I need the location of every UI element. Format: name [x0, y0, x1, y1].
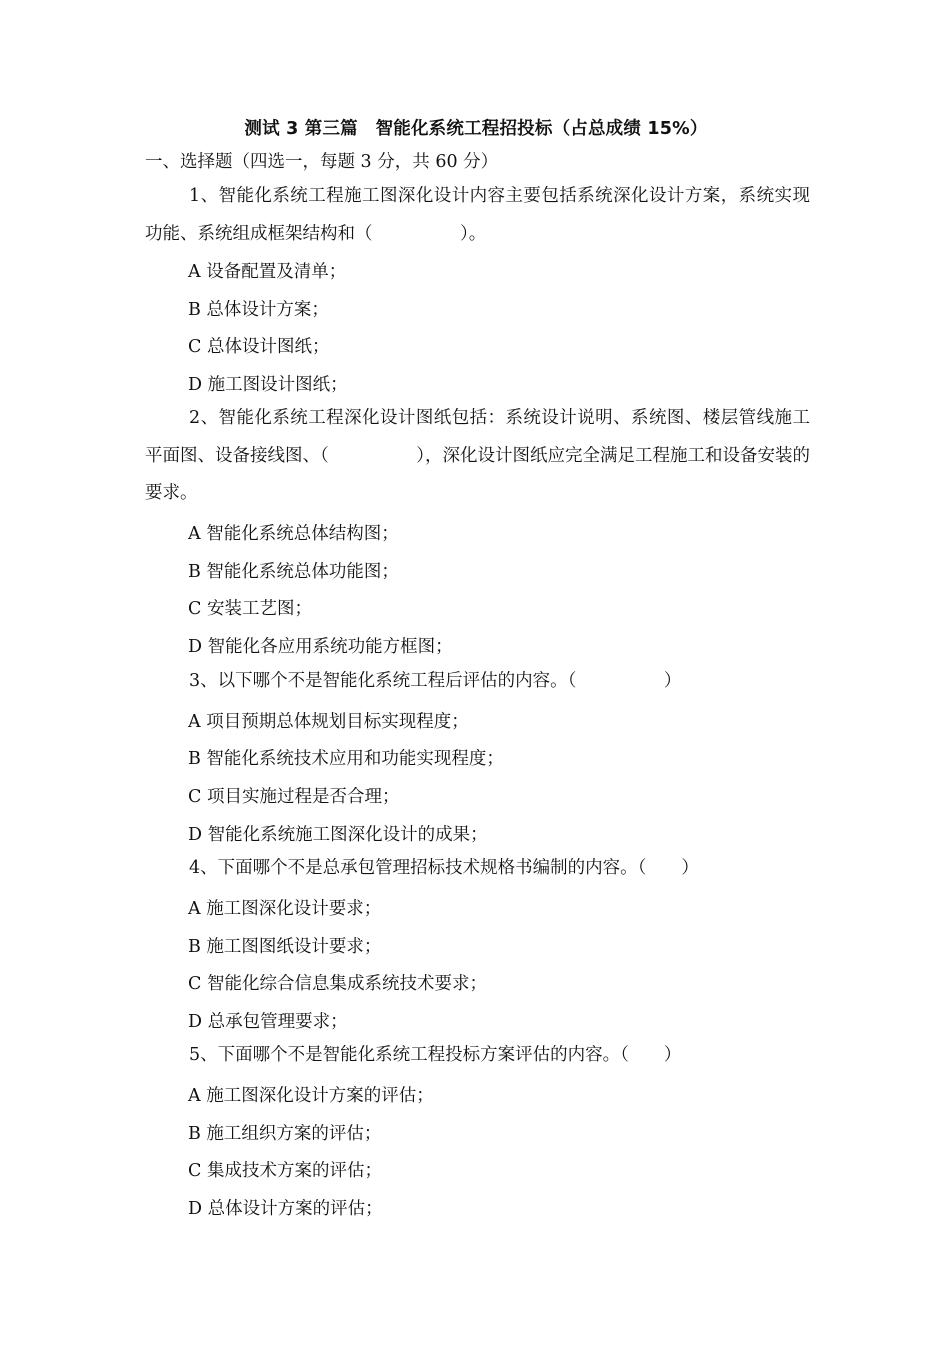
question-2-option-b: B 智能化系统总体功能图； [188, 562, 399, 582]
question-5: 5、下面哪个不是智能化系统工程投标方案评估的内容。（ ） [189, 1045, 682, 1065]
question-2-option-c: C 安装工艺图； [188, 599, 312, 619]
question-1-option-a: A 设备配置及清单； [188, 262, 347, 282]
document-title: 测试 3 第三篇 智能化系统工程招投标（占总成绩 15%） [244, 119, 708, 139]
question-4: 4、下面哪个不是总承包管理招标技术规格书编制的内容。（ ） [189, 858, 699, 878]
question-3-option-a: A 项目预期总体规划目标实现程度； [188, 712, 469, 732]
question-4-option-b: B 施工图图纸设计要求； [188, 937, 382, 957]
question-3-option-c: C 项目实施过程是否合理； [188, 787, 400, 807]
question-3-option-b: B 智能化系统技术应用和功能实现程度； [188, 749, 504, 769]
question-2-option-a: A 智能化系统总体结构图； [188, 524, 399, 544]
question-5-option-b: B 施工组织方案的评估； [188, 1124, 382, 1144]
question-4-option-d: D 总承包管理要求； [188, 1012, 348, 1032]
question-1-option-b: B 总体设计方案； [188, 300, 329, 320]
question-2: 2、智能化系统工程深化设计图纸包括：系统设计说明、系统图、楼层管线施工平面图、设备接线图、（ ），深化设计图纸应完全满足工程施工和设备安装的要求。 [145, 408, 810, 503]
question-1-option-c: C 总体设计图纸； [188, 337, 330, 357]
question-5-option-a: A 施工图深化设计方案的评估； [188, 1086, 434, 1106]
section-heading: 一、选择题（四选一，每题 3 分，共 60 分） [145, 152, 499, 172]
question-3-option-d: D 智能化系统施工图深化设计的成果； [188, 825, 488, 845]
question-4-option-a: A 施工图深化设计要求； [188, 899, 382, 919]
question-1-option-d: D 施工图设计图纸； [188, 375, 348, 395]
question-4-option-c: C 智能化综合信息集成系统技术要求； [188, 974, 487, 994]
question-3: 3、以下哪个不是智能化系统工程后评估的内容。（ ） [189, 671, 682, 691]
question-1: 1、智能化系统工程施工图深化设计内容主要包括系统深化设计方案，系统实现功能、系统组成框架结构和（ ）。 [145, 186, 810, 244]
question-5-option-c: C 集成技术方案的评估； [188, 1161, 382, 1181]
question-2-option-d: D 智能化各应用系统功能方框图； [188, 637, 453, 657]
question-5-option-d: D 总体设计方案的评估； [188, 1199, 383, 1219]
